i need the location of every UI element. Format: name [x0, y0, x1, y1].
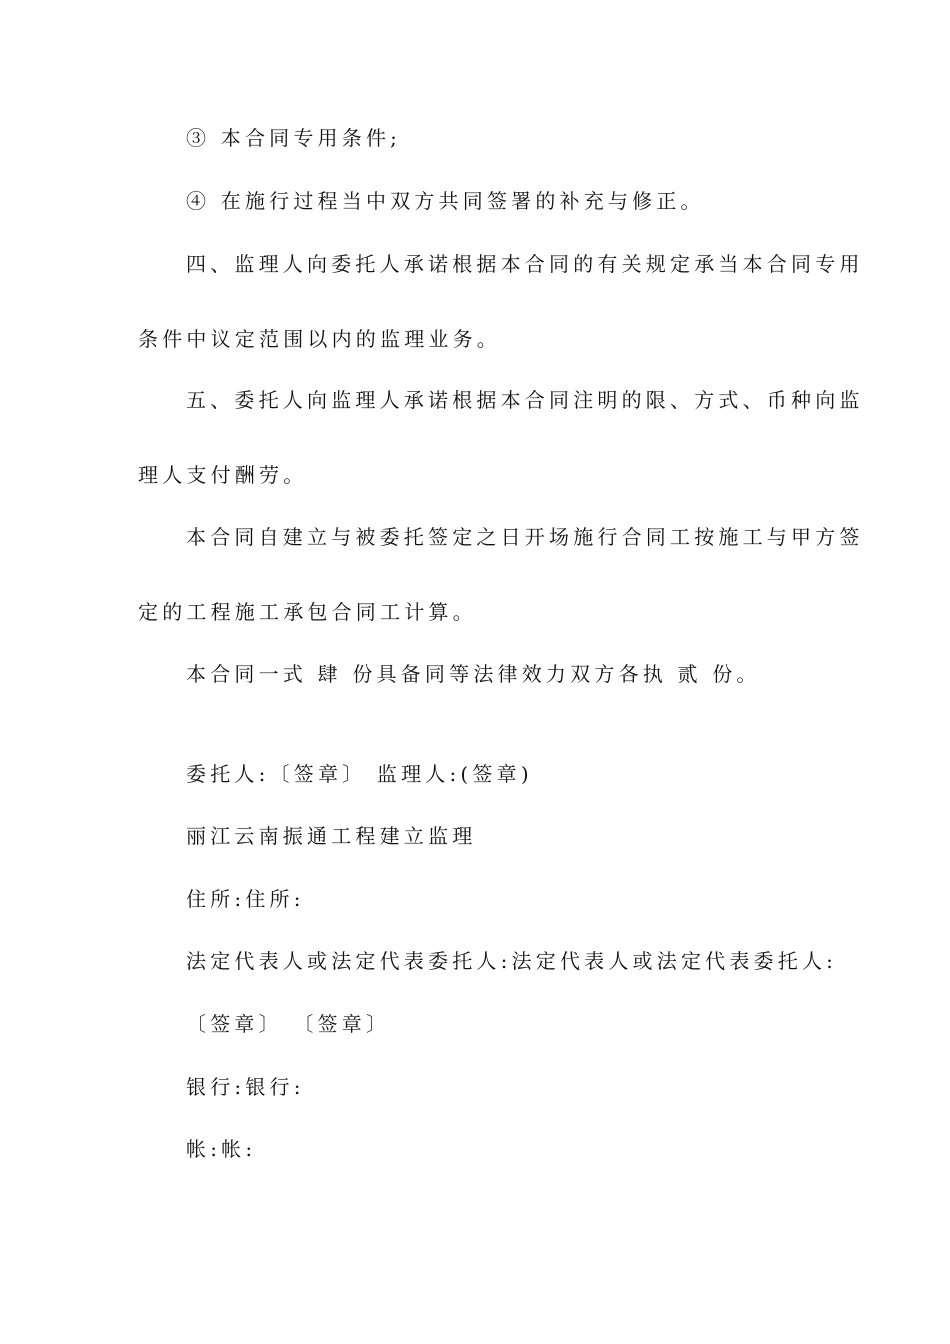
section-four-line-2: 条件中议定范围以内的监理业务。	[138, 327, 501, 351]
signature-parties: 委托人:〔签章〕 监理人:(签章)	[186, 762, 533, 786]
clause-item-3: ③ 本合同专用条件;	[186, 126, 402, 150]
effective-clause-line-2: 定的工程施工承包合同工计算。	[138, 600, 477, 624]
address-fields: 住所:住所:	[186, 887, 305, 911]
section-five-line-2: 理人支付酬劳。	[138, 463, 308, 487]
section-four-line-1: 四、监理人向委托人承诺根据本合同的有关规定承当本合同专用	[186, 252, 864, 276]
copies-clause: 本合同一式 肆 份具备同等法律效力双方各执 贰 份。	[186, 662, 761, 686]
effective-clause-line-1: 本合同自建立与被委托签定之日开场施行合同工按施工与甲方签	[186, 525, 864, 549]
section-five-line-1: 五、委托人向监理人承诺根据本合同注明的限、方式、币种向监	[186, 388, 864, 412]
legal-representative-fields: 法定代表人或法定代表委托人:法定代表人或法定代表委托人:	[186, 949, 838, 973]
account-fields: 帐:帐:	[186, 1137, 257, 1161]
clause-item-4: ④ 在施行过程当中双方共同签署的补充与修正。	[186, 189, 705, 213]
representative-signatures: 〔签章〕 〔签章〕	[186, 1012, 391, 1036]
bank-fields: 银行:银行:	[186, 1075, 305, 1099]
company-name: 丽江云南振通工程建立监理	[186, 824, 477, 848]
